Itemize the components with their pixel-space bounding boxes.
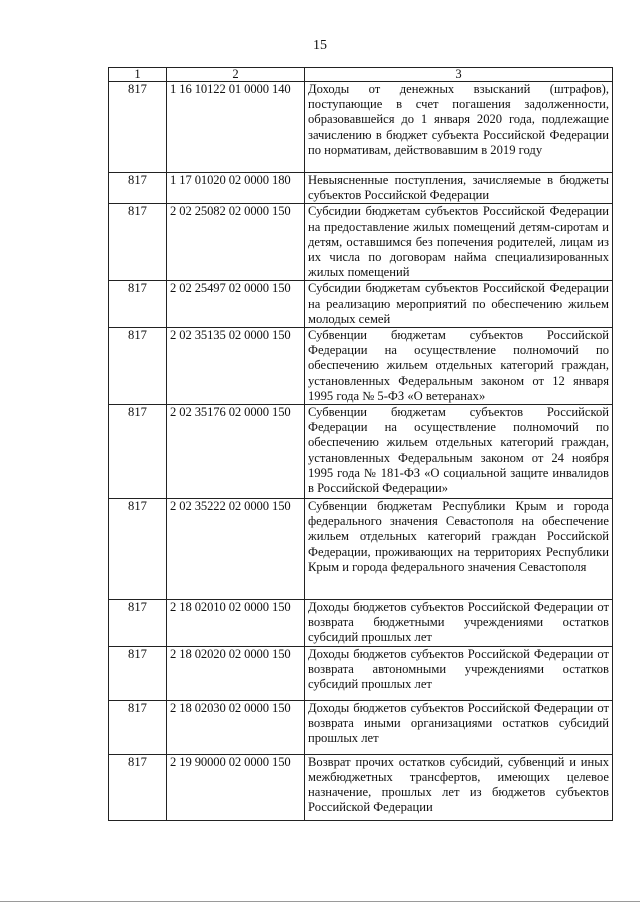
revenue-code-cell: 2 02 35176 02 0000 150 bbox=[167, 405, 305, 499]
admin-code-cell: 817 bbox=[109, 646, 167, 700]
table-row bbox=[109, 700, 613, 754]
table-row bbox=[109, 754, 613, 820]
admin-code-cell: 817 bbox=[109, 281, 167, 328]
revenue-name-cell: Доходы бюджетов субъектов Российской Федерации от возврата автономными учреждениями остатков субсидий прошлых лет bbox=[305, 646, 613, 700]
column-header-1: 1 bbox=[109, 68, 167, 82]
column-header-2: 2 bbox=[167, 68, 305, 82]
admin-code-cell: 817 bbox=[109, 204, 167, 281]
table-header-row bbox=[109, 68, 613, 82]
revenue-name-cell: Доходы бюджетов субъектов Российской Федерации от возврата бюджетными учреждениями остатков субсидий прошлых лет bbox=[305, 600, 613, 647]
revenue-name-cell: Доходы бюджетов субъектов Российской Федерации от возврата иными организациями остатков субсидий прошлых лет bbox=[305, 700, 613, 754]
page-bottom-edge bbox=[0, 901, 640, 902]
budget-revenue-table bbox=[108, 67, 613, 821]
revenue-code-cell: 1 17 01020 02 0000 180 bbox=[167, 173, 305, 204]
admin-code-cell: 817 bbox=[109, 499, 167, 600]
revenue-name-cell: Невыясненные поступления, зачисляемые в бюджеты субъектов Российской Федерации bbox=[305, 173, 613, 204]
admin-code-cell: 817 bbox=[109, 600, 167, 647]
admin-code-cell: 817 bbox=[109, 700, 167, 754]
admin-code-cell: 817 bbox=[109, 173, 167, 204]
revenue-code-cell: 2 18 02030 02 0000 150 bbox=[167, 700, 305, 754]
revenue-code-cell: 2 19 90000 02 0000 150 bbox=[167, 754, 305, 820]
admin-code-cell: 817 bbox=[109, 405, 167, 499]
revenue-name-cell: Субвенции бюджетам субъектов Российской Федерации на осуществление полномочий по обеспечению жильем отдельных категорий граждан, установленных Федеральным законом от 24 ноября 1995 года № 181-ФЗ «О социальной защите инвалидов в Российской Федерации» bbox=[305, 405, 613, 499]
revenue-name-cell: Субвенции бюджетам субъектов Российской Федерации на осуществление полномочий по обеспечению жильем отдельных категорий граждан, установленных Федеральным законом от 12 января 1995 года № 5-ФЗ «О ветеранах» bbox=[305, 328, 613, 405]
revenue-code-cell: 2 18 02010 02 0000 150 bbox=[167, 600, 305, 647]
revenue-code-cell: 2 02 35222 02 0000 150 bbox=[167, 499, 305, 600]
revenue-name-cell: Субсидии бюджетам субъектов Российской Федерации на предоставление жилых помещений детям-сиротам и детям, оставшимся без попечения родителей, лицам из их числа по договорам найма специализированных жилых помещений bbox=[305, 204, 613, 281]
table-row bbox=[109, 281, 613, 328]
table-row bbox=[109, 499, 613, 600]
table-row bbox=[109, 173, 613, 204]
revenue-name-cell: Возврат прочих остатков субсидий, субвенций и иных межбюджетных трансфертов, имеющих целевое назначение, прошлых лет из бюджетов субъектов Российской Федерации bbox=[305, 754, 613, 820]
column-header-3: 3 bbox=[305, 68, 613, 82]
table-row bbox=[109, 600, 613, 647]
table-row bbox=[109, 204, 613, 281]
revenue-name-cell: Субсидии бюджетам субъектов Российской Федерации на реализацию мероприятий по обеспечению жильем молодых семей bbox=[305, 281, 613, 328]
revenue-code-cell: 2 02 25082 02 0000 150 bbox=[167, 204, 305, 281]
revenue-code-cell: 2 02 25497 02 0000 150 bbox=[167, 281, 305, 328]
revenue-code-cell: 1 16 10122 01 0000 140 bbox=[167, 82, 305, 173]
revenue-name-cell: Доходы от денежных взысканий (штрафов), поступающие в счет погашения задолженности, образовавшейся до 1 января 2020 года, подлежащие зачислению в бюджет субъекта Российской Федерации по нормативам, действовавшим в 2019 году bbox=[305, 82, 613, 173]
admin-code-cell: 817 bbox=[109, 754, 167, 820]
revenue-name-cell: Субвенции бюджетам Республики Крым и города федерального значения Севастополя на обеспечение жильем отдельных категорий граждан Российской Федерации, проживающих на территориях Республики Крым и города федерального значения Севастополя bbox=[305, 499, 613, 600]
admin-code-cell: 817 bbox=[109, 82, 167, 173]
table-row bbox=[109, 82, 613, 173]
table-row bbox=[109, 646, 613, 700]
admin-code-cell: 817 bbox=[109, 328, 167, 405]
table-row bbox=[109, 405, 613, 499]
table-row bbox=[109, 328, 613, 405]
page-number: 15 bbox=[313, 38, 327, 53]
revenue-code-cell: 2 02 35135 02 0000 150 bbox=[167, 328, 305, 405]
revenue-code-cell: 2 18 02020 02 0000 150 bbox=[167, 646, 305, 700]
